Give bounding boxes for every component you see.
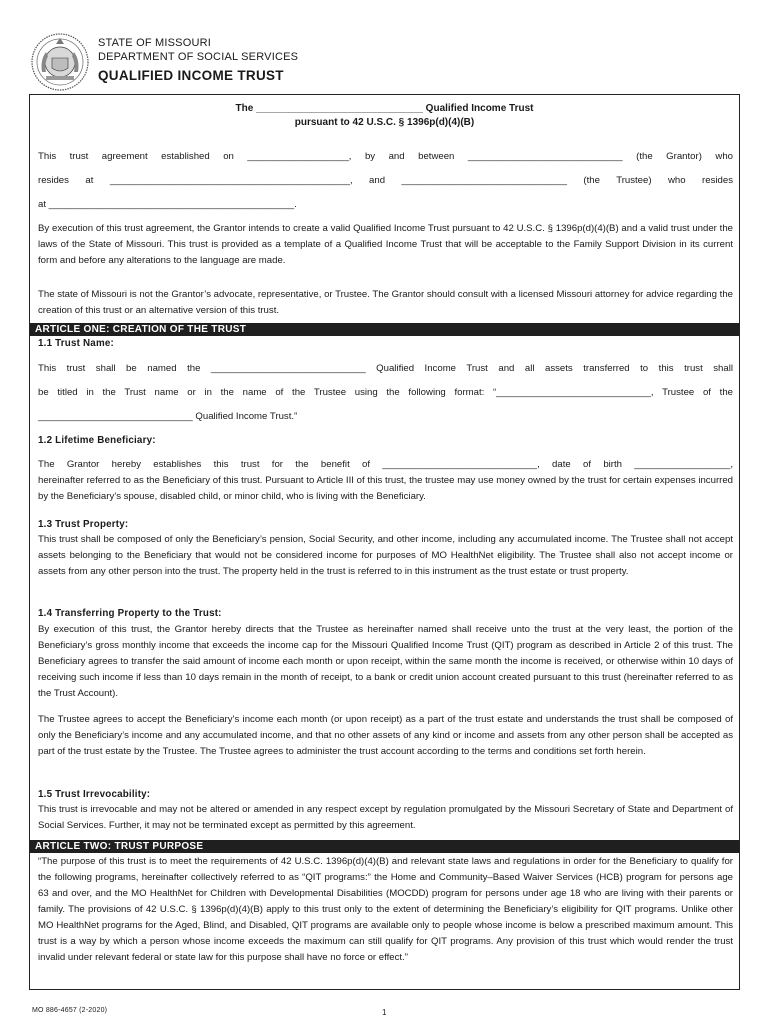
article-two-bar: ARTICLE TWO: TRUST PURPOSE bbox=[30, 840, 739, 853]
department-name: DEPARTMENT OF SOCIAL SERVICES bbox=[98, 51, 299, 63]
section-1-4-body-2: The Trustee agrees to accept the Beneficiary’s income each month (or upon receipt) as a part of the trust estate and understands the trust shall be composed of only the Beneficiary’s income and any accumulated income, and that no other assets of any kind or income and assets from any other person shall be accepted as part of the trust estate by the Trustee. The Trustee agrees to administer the trust account according to the terms and conditions set forth herein. bbox=[38, 714, 733, 757]
trust-name-line: The ______________________________ Qualified Income Trust bbox=[235, 103, 534, 114]
beneficiary-rest: hereinafter referred to as the Beneficiary of this trust. Pursuant to Article III of this trust, the trustee may use money owned by the trust for certain expenses incurred by the Beneficiary’s spouse, disabled child, or minor child, who is living with the Beneficiary. bbox=[38, 475, 733, 502]
statute-line: pursuant to 42 U.S.C. § 1396p(d)(4)(B) bbox=[294, 117, 475, 128]
agreement-paragraph bbox=[38, 145, 733, 217]
section-1-4-title: 1.4 Transferring Property to the Trust: bbox=[38, 608, 222, 619]
page-number: 1 bbox=[382, 1008, 387, 1017]
trust-name-line-2: be titled in the Trust name or in the name of the Trustee using the following format: “_____________________________, Trustee of the bbox=[38, 387, 733, 398]
form-title: QUALIFIED INCOME TRUST bbox=[98, 68, 284, 83]
section-1-3-body: This trust shall be composed of only the Beneficiary’s pension, Social Security, and other income, including any accumulated income. The Trustee shall not accept assets belonging to the Beneficiary that would not be considered income for purposes of MO HealthNet eligibility. The Trustee shall also not accept income or assets from any other person into the trust. The property held in the trust is referred to in this instrument as the trust estate or trust property. bbox=[38, 534, 733, 577]
agreement-line-1: This trust agreement established on ___________________, by and between _____________________________ (the Grantor) who bbox=[38, 151, 733, 162]
state-name: STATE OF MISSOURI bbox=[98, 37, 211, 49]
agreement-line-3: at ______________________________________________. bbox=[38, 199, 297, 210]
article-two-body: “The purpose of this trust is to meet the requirements of 42 U.S.C. 1396p(d)(4)(B) and relevant state laws and regulations in order for the Beneficiary to qualify for the following programs, hereinafter collectively referred to as “QIT programs:” the Home and Community–Based Waiver Services (HCB) program for persons age 63 and over, and the MO HealthNet for Children with Developmental Disabilities (MOCDD) program for persons under age 18 who are living with their parents or family. The provisions of 42 U.S.C. § 1396p(d)(4)(B) apply to this trust only to the extent of determining the Beneficiary’s eligibility for QIT programs. Unlike other MO HealthNet programs for the Aged, Blind, and Disabled, QIT programs are available only to people whose income is below a prescribed maximum amount. This trust is a way by which a person whose income exceeds the maximum can still qualify for QIT programs. Any provision of this trust which would render the trust invalid under relevant federal or state law for this purpose shall have no force or effect.” bbox=[38, 856, 733, 963]
article-one-bar: ARTICLE ONE: CREATION OF THE TRUST bbox=[30, 323, 739, 336]
trust-agreement-body bbox=[29, 94, 740, 990]
section-1-4-body: By execution of this trust, the Grantor hereby directs that the Trustee as hereinafter named shall receive unto the trust at the very least, the portion of the Beneficiary’s gross monthly income that exceeds the income cap for the Missouri Qualified Income Trust (QIT) program as described in Article 2 of this trust. The Beneficiary agrees to transfer the said amount of income each month or upon receipt, within the same month the income is received, or otherwise within 10 days of receiving such income if less than 10 days remain in the month of receipt, to a bank or credit union account created pursuant to this trust (hereinafter referred to as the Trust Account). bbox=[38, 624, 733, 699]
agreement-line-2: resides at _____________________________________________, and _______________________________ (the Trustee) who resides bbox=[38, 175, 733, 186]
section-1-3-title: 1.3 Trust Property: bbox=[38, 519, 129, 530]
form-header bbox=[98, 36, 298, 83]
execution-paragraph: By execution of this trust agreement, the Grantor intends to create a valid Qualified Income Trust pursuant to 42 U.S.C. § 1396p(d)(4)(B) and a valid trust under the laws of the State of Missouri. This trust is provided as a template of a Qualified Income Trust that will be acceptable to the Family Support Division in its current form and before any alterations to the language are made. bbox=[38, 223, 733, 266]
form-number: MO 886-4657 (2-2020) bbox=[32, 1007, 108, 1014]
trust-name-line-1: This trust shall be named the _____________________________ Qualified Income Trust and all assets transferred to this trust shall bbox=[38, 363, 733, 374]
section-1-2-body bbox=[38, 457, 733, 505]
section-1-5-title: 1.5 Trust Irrevocability: bbox=[38, 789, 151, 800]
section-1-2-title: 1.2 Lifetime Beneficiary: bbox=[38, 435, 156, 446]
missouri-state-seal-icon bbox=[30, 32, 90, 92]
beneficiary-line: The Grantor hereby establishes this trust for the benefit of _____________________________, date of birth __________________, bbox=[38, 459, 733, 470]
trust-name-line-3: _____________________________ Qualified Income Trust.” bbox=[38, 411, 298, 422]
advocate-paragraph: The state of Missouri is not the Grantor’s advocate, representative, or Trustee. The Grantor should consult with a licensed Missouri attorney for advice regarding the creation of this trust or an alternative version of this trust. bbox=[38, 289, 733, 316]
section-1-5-body: This trust is irrevocable and may not be altered or amended in any respect except by regulation promulgated by the Missouri Secretary of State and Department of Social Services. Further, it may not be terminated except as permitted by this agreement. bbox=[38, 804, 733, 831]
section-1-1-body bbox=[38, 357, 733, 429]
section-1-1-title: 1.1 Trust Name: bbox=[38, 338, 114, 349]
